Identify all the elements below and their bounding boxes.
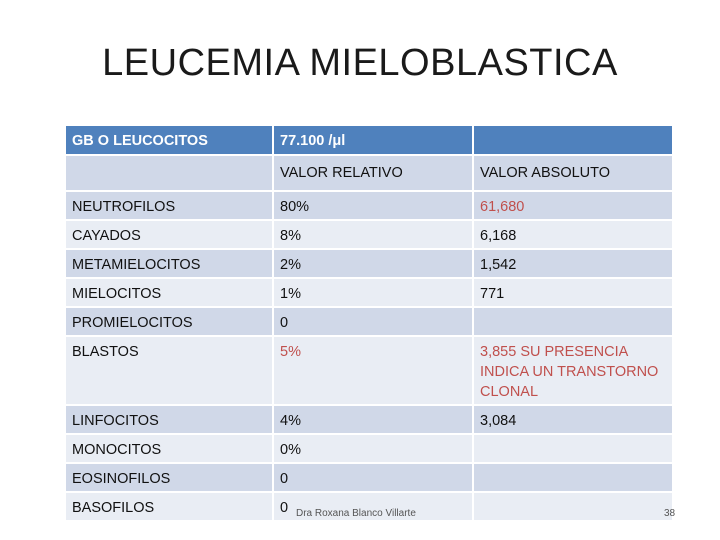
header-blank [473,125,673,155]
cell-relative: 0 [273,492,473,521]
subheader-absolute: VALOR ABSOLUTO [473,155,673,191]
header-label: GB O LEUCOCITOS [65,125,273,155]
cell-relative: 80% [273,191,473,220]
cell-name: BLASTOS [65,336,273,405]
leukocyte-table [64,124,674,522]
table-row [65,220,673,249]
cell-name: NEUTROFILOS [65,191,273,220]
cell-absolute: 1,542 [473,249,673,278]
cell-absolute [473,463,673,492]
cell-relative: 0% [273,434,473,463]
cell-absolute: 6,168 [473,220,673,249]
table-row [65,191,673,220]
cell-absolute: 771 [473,278,673,307]
cell-absolute [473,434,673,463]
cell-name: CAYADOS [65,220,273,249]
cell-relative: 8% [273,220,473,249]
subheader-relative: VALOR RELATIVO [273,155,473,191]
cell-name: METAMIELOCITOS [65,249,273,278]
table-header-row [65,125,673,155]
table-row [65,278,673,307]
cell-name: MONOCITOS [65,434,273,463]
cell-relative: 0 [273,307,473,336]
subheader-blank [65,155,273,191]
footer-author: Dra Roxana Blanco Villarte [296,508,416,519]
cell-name: PROMIELOCITOS [65,307,273,336]
page-number: 38 [664,508,676,519]
table-row [65,249,673,278]
cell-absolute: 3,855 SU PRESENCIA INDICA UN TRANSTORNO CLONAL [473,336,673,405]
table-subheader-row [65,155,673,191]
cell-relative: 1% [273,278,473,307]
cell-relative: 2% [273,249,473,278]
table-row [65,405,673,434]
cell-name: EOSINOFILOS [65,463,273,492]
header-value: 77.100 /μl [273,125,473,155]
cell-name: LINFOCITOS [65,405,273,434]
table-row [65,307,673,336]
table-row [65,336,673,405]
cell-absolute [473,492,676,521]
cell-relative: 0 [273,463,473,492]
cell-name: MIELOCITOS [65,278,273,307]
cell-absolute: 3,084 [473,405,673,434]
table-row [65,434,673,463]
cell-absolute: 61,680 [473,191,673,220]
cell-relative: 4% [273,405,473,434]
table-row [65,463,673,492]
cell-relative: 5% [273,336,473,405]
slide-title: LEUCEMIA MIELOBLASTICA [102,42,618,84]
cell-name: BASOFILOS [65,492,273,521]
cell-absolute [473,307,673,336]
